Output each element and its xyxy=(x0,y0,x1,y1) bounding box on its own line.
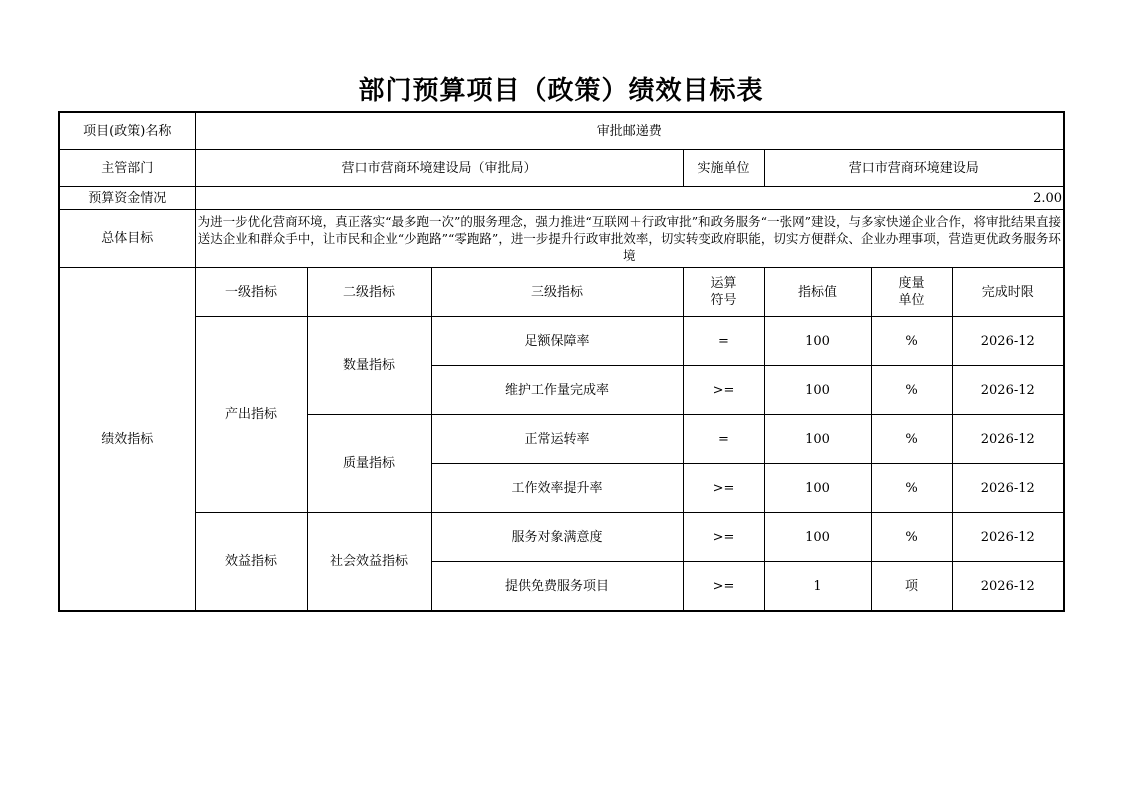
level1-output: 产出指标 xyxy=(195,317,307,513)
project-name-value: 审批邮递费 xyxy=(195,112,1064,150)
operator-cell: = xyxy=(683,415,764,464)
deadline-cell: 2026-12 xyxy=(952,366,1064,415)
header-level1: 一级指标 xyxy=(195,268,307,317)
page-title: 部门预算项目（政策）绩效目标表 xyxy=(358,76,764,106)
department-value: 营口市营商环境建设局（审批局） xyxy=(195,150,683,187)
header-deadline: 完成时限 xyxy=(952,268,1064,317)
level2-quantity: 数量指标 xyxy=(307,317,431,415)
level3-cell: 服务对象满意度 xyxy=(431,513,683,562)
performance-indicators-label: 绩效指标 xyxy=(59,268,195,612)
level3-cell: 足额保障率 xyxy=(431,317,683,366)
operator-cell: >= xyxy=(683,562,764,612)
level2-social-benefit: 社会效益指标 xyxy=(307,513,431,612)
target-cell: 100 xyxy=(764,415,871,464)
project-name-label: 项目(政策)名称 xyxy=(59,112,195,150)
deadline-cell: 2026-12 xyxy=(952,562,1064,612)
operator-cell: >= xyxy=(683,513,764,562)
deadline-cell: 2026-12 xyxy=(952,415,1064,464)
operator-cell: >= xyxy=(683,464,764,513)
department-label: 主管部门 xyxy=(59,150,195,187)
overall-goal-label: 总体目标 xyxy=(59,210,195,268)
deadline-cell: 2026-12 xyxy=(952,464,1064,513)
unit-cell: % xyxy=(871,513,952,562)
unit-cell: % xyxy=(871,317,952,366)
level3-cell: 工作效率提升率 xyxy=(431,464,683,513)
target-cell: 100 xyxy=(764,317,871,366)
unit-cell: % xyxy=(871,366,952,415)
target-cell: 100 xyxy=(764,464,871,513)
unit-cell: % xyxy=(871,464,952,513)
deadline-cell: 2026-12 xyxy=(952,513,1064,562)
overall-goal-text: 为进一步优化营商环境，真正落实“最多跑一次”的服务理念，强力推进“互联网＋行政审批”和政务服务“一张网”建设，与多家快递企业合作，将审批结果直接送达企业和群众手中，让市民和企业“少跑路”“零跑路”，进一步提升行政审批效率，切实转变政府职能，切实方便群众、企业办理事项，营造更优政务服务环境 xyxy=(195,210,1064,268)
operator-cell: >= xyxy=(683,366,764,415)
level3-cell: 正常运转率 xyxy=(431,415,683,464)
budget-value: 2.00 xyxy=(195,187,1064,210)
table-row xyxy=(59,317,1064,366)
budget-label: 预算资金情况 xyxy=(59,187,195,210)
header-unit: 度量 单位 xyxy=(871,268,952,317)
table-row xyxy=(59,513,1064,562)
level3-cell: 提供免费服务项目 xyxy=(431,562,683,612)
unit-cell: 项 xyxy=(871,562,952,612)
target-cell: 100 xyxy=(764,513,871,562)
performance-goal-table xyxy=(58,111,1065,612)
level1-benefit: 效益指标 xyxy=(195,513,307,612)
target-cell: 100 xyxy=(764,366,871,415)
header-target: 指标值 xyxy=(764,268,871,317)
deadline-cell: 2026-12 xyxy=(952,317,1064,366)
level3-cell: 维护工作量完成率 xyxy=(431,366,683,415)
operator-cell: = xyxy=(683,317,764,366)
implementing-unit-label: 实施单位 xyxy=(683,150,764,187)
level2-quality: 质量指标 xyxy=(307,415,431,513)
target-cell: 1 xyxy=(764,562,871,612)
header-level2: 二级指标 xyxy=(307,268,431,317)
implementing-unit-value: 营口市营商环境建设局 xyxy=(764,150,1064,187)
header-operator: 运算 符号 xyxy=(683,268,764,317)
unit-cell: % xyxy=(871,415,952,464)
header-level3: 三级指标 xyxy=(431,268,683,317)
